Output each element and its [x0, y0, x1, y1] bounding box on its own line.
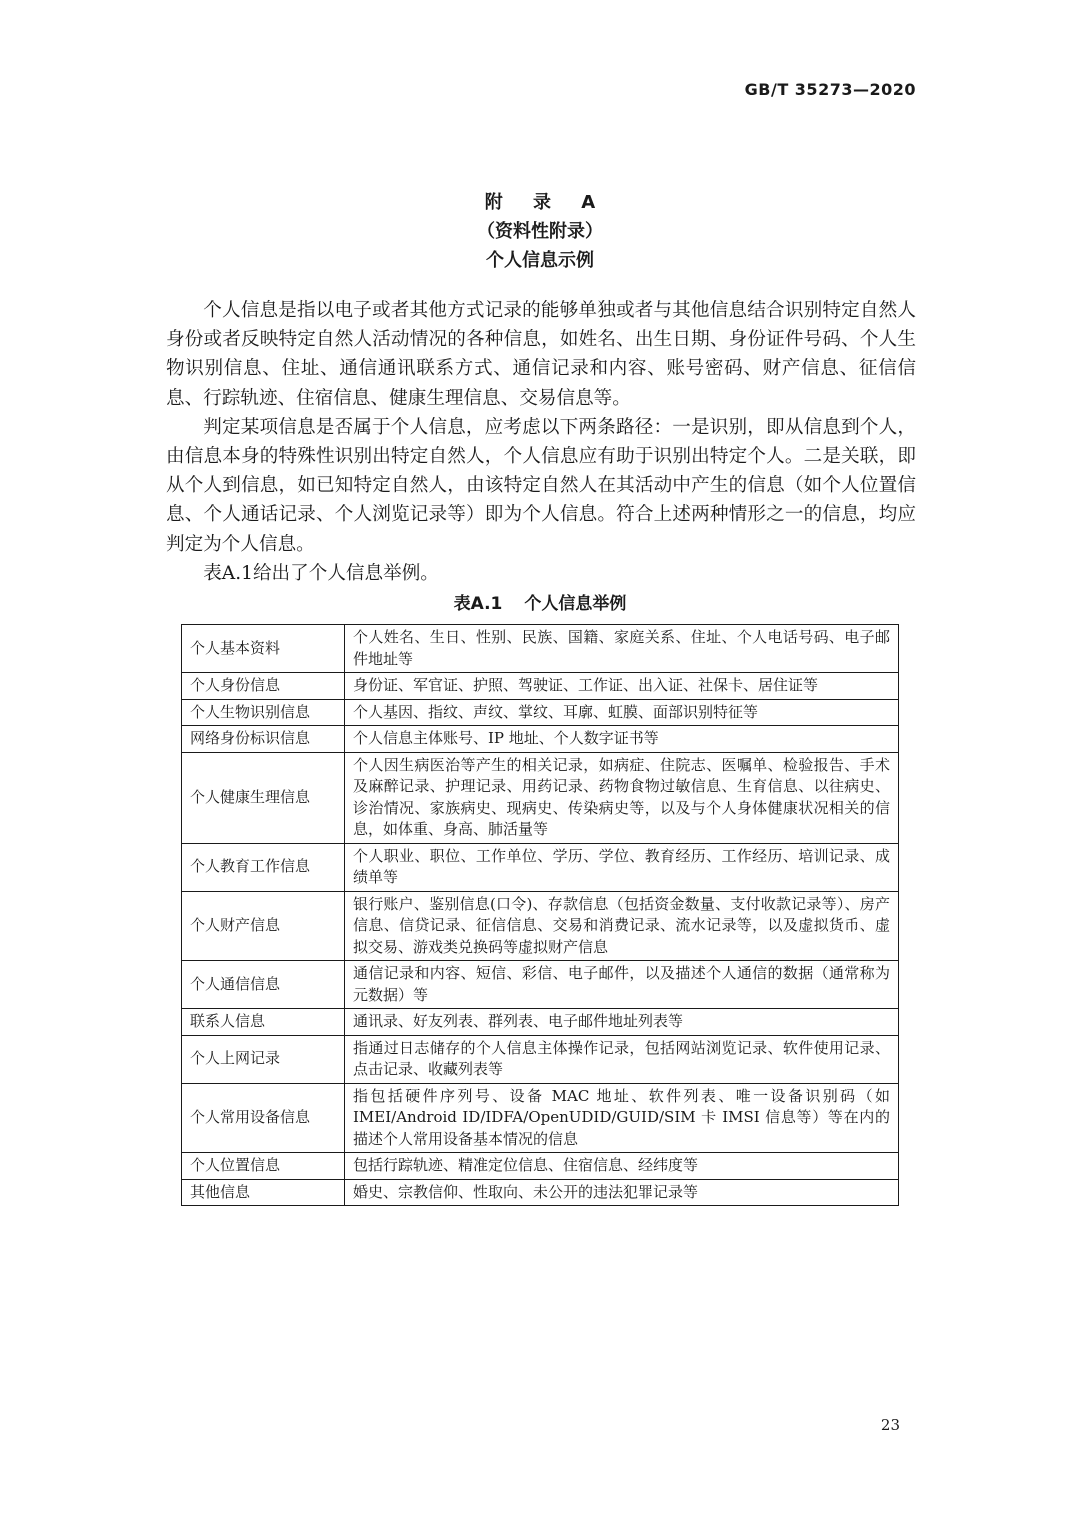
table-cell-description: 个人基因、指纹、声纹、掌纹、耳廓、虹膜、面部识别特征等 [345, 699, 899, 726]
table-cell-category: 个人位置信息 [182, 1153, 345, 1180]
table-cell-description: 通讯录、好友列表、群列表、电子邮件地址列表等 [345, 1009, 899, 1036]
personal-info-table [181, 624, 899, 1206]
table-cell-description: 个人因生病医治等产生的相关记录，如病症、住院志、医嘱单、检验报告、手术及麻醉记录、护理记录、用药记录、药物食物过敏信息、生育信息、以往病史、诊治情况、家族病史、现病史、传染病史等，以及与个人身体健康状况相关的信息，如体重、身高、肺活量等 [345, 752, 899, 843]
table-cell-category: 个人上网记录 [182, 1035, 345, 1083]
table-row [182, 1153, 899, 1180]
table-row [182, 1009, 899, 1036]
table-cell-category: 个人健康生理信息 [182, 752, 345, 843]
table-row [182, 891, 899, 961]
table-cell-description: 个人职业、职位、工作单位、学历、学位、教育经历、工作经历、培训记录、成绩单等 [345, 843, 899, 891]
table-caption [0, 590, 1080, 618]
page-number: 23 [880, 1416, 900, 1434]
table-cell-category: 个人通信信息 [182, 961, 345, 1009]
table-cell-description: 银行账户、鉴别信息(口令)、存款信息（包括资金数量、支付收款记录等）、房产信息、信贷记录、征信信息、交易和消费记录、流水记录等，以及虚拟货币、虚拟交易、游戏类兑换码等虚拟财产信息 [345, 891, 899, 961]
appendix-title: 附 录 A [484, 192, 608, 213]
table-cell-category: 网络身份标识信息 [182, 726, 345, 753]
table-cell-category: 个人教育工作信息 [182, 843, 345, 891]
table-row [182, 673, 899, 700]
table-row [182, 961, 899, 1009]
paragraph: 判定某项信息是否属于个人信息，应考虑以下两条路径：一是识别，即从信息到个人，由信息本身的特殊性识别出特定自然人，个人信息应有助于识别出特定个人。二是关联，即从个人到信息，如已知特定自然人，由该特定自然人在其活动中产生的信息（如个人位置信息、个人通话记录、个人浏览记录等）即为个人信息。符合上述两种情形之一的信息，均应判定为个人信息。 [166, 416, 916, 555]
table-cell-description: 个人信息主体账号、IP 地址、个人数字证书等 [345, 726, 899, 753]
table-row [182, 1035, 899, 1083]
table-cell-category: 个人生物识别信息 [182, 699, 345, 726]
table-row [182, 1179, 899, 1206]
body-text [166, 296, 916, 588]
table-cell-category: 个人基本资料 [182, 625, 345, 673]
table-cell-category: 个人身份信息 [182, 673, 345, 700]
paragraph: 表A.1给出了个人信息举例。 [203, 562, 439, 584]
table-cell-description: 个人姓名、生日、性别、民族、国籍、家庭关系、住址、个人电话号码、电子邮件地址等 [345, 625, 899, 673]
paragraph: 个人信息是指以电子或者其他方式记录的能够单独或者与其他信息结合识别特定自然人身份或者反映特定自然人活动情况的各种信息，如姓名、出生日期、身份证件号码、个人生物识别信息、住址、通信通讯联系方式、通信记录和内容、账号密码、财产信息、征信信息、行踪轨迹、住宿信息、健康生理信息、交易信息等。 [166, 300, 916, 409]
table-row [182, 726, 899, 753]
table-cell-description: 通信记录和内容、短信、彩信、电子邮件，以及描述个人通信的数据（通常称为元数据）等 [345, 961, 899, 1009]
table-cell-description: 指包括硬件序列号、设备 MAC 地址、软件列表、唯一设备识别码（如 IMEI/Android ID/IDFA/OpenUDID/GUID/SIM 卡 IMSI 信息等）等在内的描述个人常用设备基本情况的信息 [345, 1083, 899, 1153]
table-caption-number: 表A.1 [453, 594, 503, 614]
table-cell-category: 其他信息 [182, 1179, 345, 1206]
table-row [182, 843, 899, 891]
table-cell-description: 包括行踪轨迹、精准定位信息、住宿信息、经纬度等 [345, 1153, 899, 1180]
appendix-heading [0, 188, 1080, 275]
table-cell-description: 身份证、军官证、护照、驾驶证、工作证、出入证、社保卡、居住证等 [345, 673, 899, 700]
standard-number: GB/T 35273—2020 [744, 80, 916, 99]
table-cell-category: 个人常用设备信息 [182, 1083, 345, 1153]
table-row [182, 1083, 899, 1153]
table-caption-title: 个人信息举例 [524, 594, 627, 614]
table-row [182, 752, 899, 843]
table-cell-category: 联系人信息 [182, 1009, 345, 1036]
appendix-type: （资料性附录） [477, 221, 603, 242]
table-cell-description: 指通过日志储存的个人信息主体操作记录，包括网站浏览记录、软件使用记录、点击记录、收藏列表等 [345, 1035, 899, 1083]
table-cell-category: 个人财产信息 [182, 891, 345, 961]
appendix-subtitle: 个人信息示例 [486, 250, 594, 271]
table-row [182, 625, 899, 673]
table-cell-description: 婚史、宗教信仰、性取向、未公开的违法犯罪记录等 [345, 1179, 899, 1206]
table-row [182, 699, 899, 726]
